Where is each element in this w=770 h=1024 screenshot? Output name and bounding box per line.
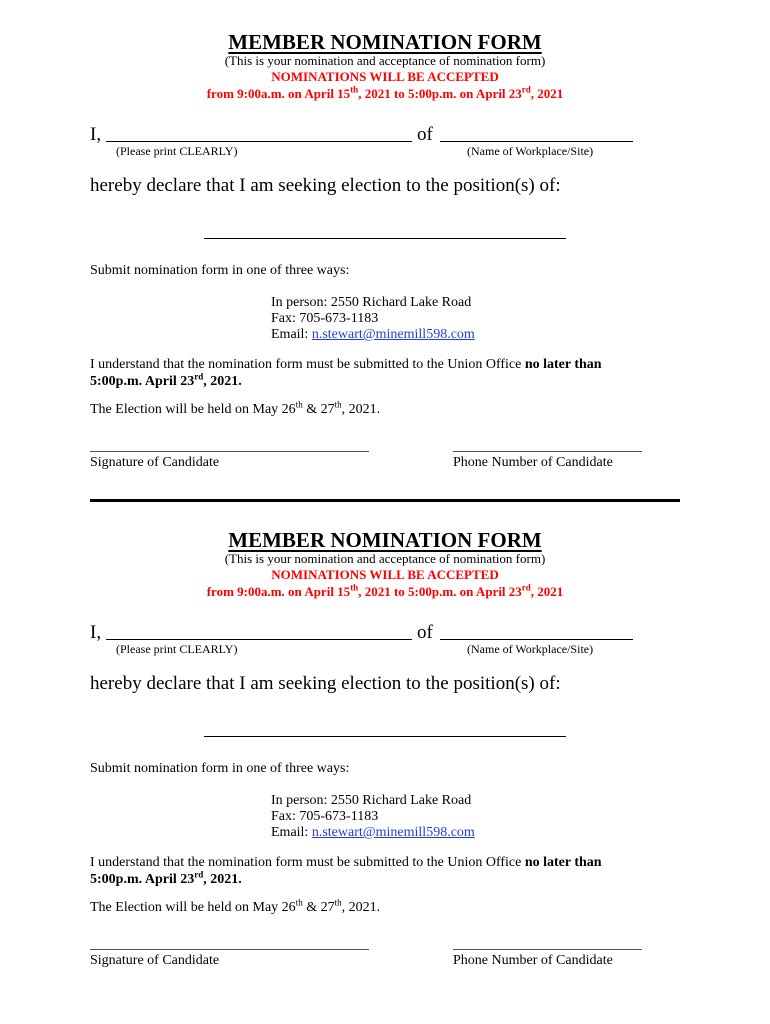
form-title: MEMBER NOMINATION FORM: [228, 528, 542, 552]
understand-paragraph: I understand that the nomination form must be submitted to the Union Office no later than 5:00p.m. April 23rd, 2021.: [90, 357, 602, 389]
nomination-form-top: [0, 0, 770, 500]
fax-number: Fax: 705-673-1183: [271, 809, 379, 824]
workplace-field[interactable]: [440, 639, 633, 640]
signature-label: Signature of Candidate: [90, 953, 220, 968]
signature-field[interactable]: [90, 949, 369, 950]
position-field[interactable]: [204, 238, 566, 239]
in-person-address: In person: 2550 Richard Lake Road: [271, 295, 472, 310]
accepted-notice: NOMINATIONS WILL BE ACCEPTED: [271, 567, 499, 582]
submit-intro: Submit nomination form in one of three ways:: [90, 263, 350, 278]
form-subtitle: (This is your nomination and acceptance of nomination form): [224, 53, 546, 68]
email-link[interactable]: n.stewart@minemill598.com: [311, 327, 475, 342]
declaration-text: hereby declare that I am seeking election to the position(s) of:: [90, 175, 561, 196]
of-label: of: [417, 124, 433, 145]
signature-field[interactable]: [90, 451, 369, 452]
accepted-dates: from 9:00a.m. on April 15th, 2021 to 5:00p.m. on April 23rd, 2021: [206, 84, 564, 101]
in-person-address: In person: 2550 Richard Lake Road: [271, 793, 472, 808]
accepted-notice: NOMINATIONS WILL BE ACCEPTED: [271, 69, 499, 84]
name-field[interactable]: [106, 639, 412, 640]
election-dates: The Election will be held on May 26th & 27th, 2021.: [90, 399, 381, 417]
signature-label: Signature of Candidate: [90, 455, 220, 470]
submit-intro: Submit nomination form in one of three ways:: [90, 761, 350, 776]
election-dates: The Election will be held on May 26th & 27th, 2021.: [90, 897, 381, 915]
accepted-dates: from 9:00a.m. on April 15th, 2021 to 5:00p.m. on April 23rd, 2021: [206, 582, 564, 599]
fax-number: Fax: 705-673-1183: [271, 311, 379, 326]
of-label: of: [417, 622, 433, 643]
understand-paragraph: I understand that the nomination form must be submitted to the Union Office no later than 5:00p.m. April 23rd, 2021.: [90, 855, 602, 887]
email-line: Email: n.stewart@minemill598.com: [271, 327, 475, 342]
workplace-field[interactable]: [440, 141, 633, 142]
name-field[interactable]: [106, 141, 412, 142]
i-label: I,: [90, 124, 102, 145]
form-title: MEMBER NOMINATION FORM: [228, 30, 542, 54]
phone-label: Phone Number of Candidate: [453, 455, 613, 470]
email-line: Email: n.stewart@minemill598.com: [271, 825, 475, 840]
name-hint: (Please print CLEARLY): [116, 144, 238, 158]
workplace-hint: (Name of Workplace/Site): [467, 144, 594, 158]
name-hint: (Please print CLEARLY): [116, 642, 238, 656]
nomination-form-bottom: [0, 498, 770, 998]
phone-field[interactable]: [453, 451, 642, 452]
position-field[interactable]: [204, 736, 566, 737]
declaration-text: hereby declare that I am seeking election to the position(s) of:: [90, 673, 561, 694]
i-label: I,: [90, 622, 102, 643]
phone-field[interactable]: [453, 949, 642, 950]
phone-label: Phone Number of Candidate: [453, 953, 613, 968]
email-link[interactable]: n.stewart@minemill598.com: [311, 825, 475, 840]
workplace-hint: (Name of Workplace/Site): [467, 642, 594, 656]
form-subtitle: (This is your nomination and acceptance of nomination form): [224, 551, 546, 566]
